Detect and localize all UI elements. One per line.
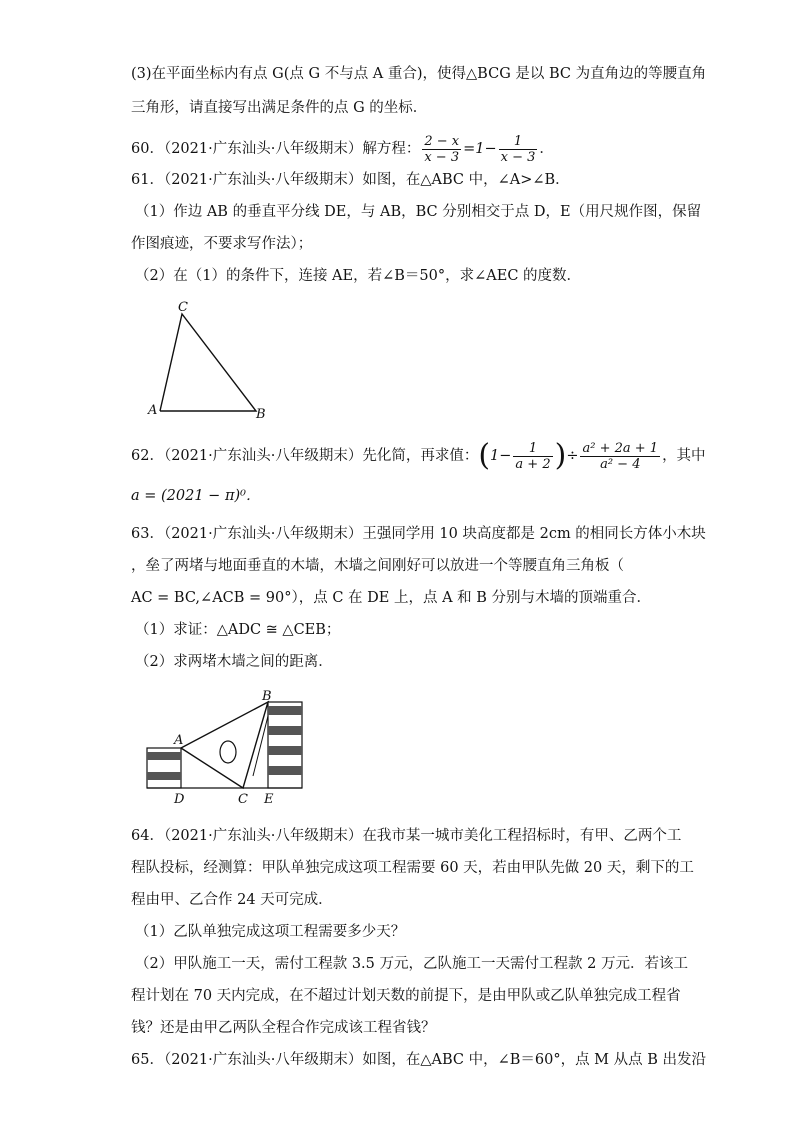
q59-line-1: (3)在平面坐标内有点 G(点 G 不与点 A 重合)，使得△BCG 是以 BC 为直角边的等腰直角 xyxy=(131,66,707,82)
q62-fraction-2 xyxy=(580,441,660,472)
q64-line-5: （2）甲队施工一天，需付工程款 3.5 万元，乙队施工一天需付工程款 2 万元．若该工 xyxy=(135,956,688,972)
q62-left-paren: ( xyxy=(478,438,491,473)
q60-lhs-fraction xyxy=(422,134,461,165)
q60-equation xyxy=(131,132,554,166)
label-e: E xyxy=(264,792,274,806)
q62-f2-numerator: a² + 2a + 1 xyxy=(582,440,659,456)
q64-line-3: 程由甲、乙合作 24 天可完成． xyxy=(131,892,333,908)
q64-line-6: 程计划在 70 天内完成，在不超过计划天数的前提下，是由甲队或乙队单独完成工程省 xyxy=(131,988,681,1004)
q62-one: 1− xyxy=(490,448,512,464)
label-b: B xyxy=(256,407,266,422)
triangle-ruler xyxy=(181,702,268,788)
left-wall-block xyxy=(147,772,181,780)
q63-line-1: 63．（2021·广东汕头·八年级期末）王强同学用 10 块高度都是 2cm 的相同长方体小木块 xyxy=(131,526,706,542)
q61-line-2: （1）作边 AB 的垂直平分线 DE，与 AB，BC 分别相交于点 D，E（用尺规作图，保留 xyxy=(135,204,702,220)
q60-lhs-denominator: x − 3 xyxy=(424,149,460,165)
ruler-hole xyxy=(220,741,236,763)
q64-line-4: （1）乙队单独完成这项工程需要多少天？ xyxy=(135,924,406,940)
label-b: B xyxy=(262,689,272,704)
q60-equals: =1− xyxy=(463,141,497,157)
q64-line-2: 程队投标，经测算：甲队单独完成这项工程需要 60 天，若由甲队先做 20 天，剩下的工 xyxy=(131,860,694,876)
q61-line-4: （2）在（1）的条件下，连接 AE，若∠B＝50°，求∠AEC 的度数． xyxy=(135,268,582,284)
q61-line-3: 作图痕迹，不要求写作法）； xyxy=(131,236,313,252)
q62-expression xyxy=(131,436,706,476)
q61-triangle-figure xyxy=(140,296,280,426)
q60-prefix: 60．（2021·广东汕头·八年级期末）解方程： xyxy=(131,141,421,157)
left-wall-block xyxy=(147,752,181,760)
q64-line-7: 钱？还是由甲乙两队全程合作完成该工程省钱？ xyxy=(131,1020,436,1036)
q63-line-3: AC = BC,∠ACB = 90°），点 C 在 DE 上，点 A 和 B 分别与木墙的顶端重合． xyxy=(131,590,652,606)
q62-prefix: 62．（2021·广东汕头·八年级期末）先化简，再求值： xyxy=(131,448,479,464)
q63-wall-figure xyxy=(140,686,315,806)
q64-line-1: 64．（2021·广东汕头·八年级期末）在我市某一城市美化工程招标时，有甲、乙两个工 xyxy=(131,828,682,844)
q59-line-2: 三角形，请直接写出满足条件的点 G 的坐标． xyxy=(131,100,428,116)
q62-f2-denominator: a² − 4 xyxy=(600,456,641,472)
q62-divide: ÷ xyxy=(566,448,579,464)
q62-line-2: a = (2021 − π)⁰． xyxy=(131,488,261,504)
label-a: A xyxy=(174,733,184,748)
q63-line-5: （2）求两堵木墙之间的距离． xyxy=(135,654,333,670)
q60-lhs-numerator: 2 − x xyxy=(424,133,460,149)
right-wall-block xyxy=(268,726,302,735)
right-wall-block xyxy=(268,766,302,775)
q63-line-2: ，垒了两堵与地面垂直的木墙，木墙之间刚好可以放进一个等腰直角三角板（ xyxy=(131,558,624,574)
label-c: C xyxy=(178,300,188,315)
q65-line-1: 65．（2021·广东汕头·八年级期末）如图，在△ABC 中，∠B＝60°，点 M 从点 B 出发沿 xyxy=(131,1052,707,1068)
right-wall-block xyxy=(268,746,302,755)
q62-f1-denominator: a + 2 xyxy=(515,456,551,472)
label-a: A xyxy=(148,403,158,418)
q60-rhs-denominator: x − 3 xyxy=(500,149,536,165)
q60-rhs-numerator: 1 xyxy=(499,134,538,150)
label-d: D xyxy=(174,792,185,806)
q63-line-4: （1）求证：△ADC ≅ △CEB； xyxy=(135,622,341,638)
q62-suffix: ，其中 xyxy=(662,448,706,464)
q60-end: ． xyxy=(539,141,554,157)
q60-rhs-fraction xyxy=(499,134,538,165)
right-wall-block xyxy=(268,706,302,715)
q62-right-paren: ) xyxy=(554,438,567,473)
triangle-abc xyxy=(160,314,256,411)
q61-line-1: 61．（2021·广东汕头·八年级期末）如图，在△ABC 中，∠A>∠B． xyxy=(131,172,570,188)
label-c: C xyxy=(238,792,248,806)
q62-f1-numerator: 1 xyxy=(513,441,552,457)
q62-fraction-1 xyxy=(513,441,552,472)
